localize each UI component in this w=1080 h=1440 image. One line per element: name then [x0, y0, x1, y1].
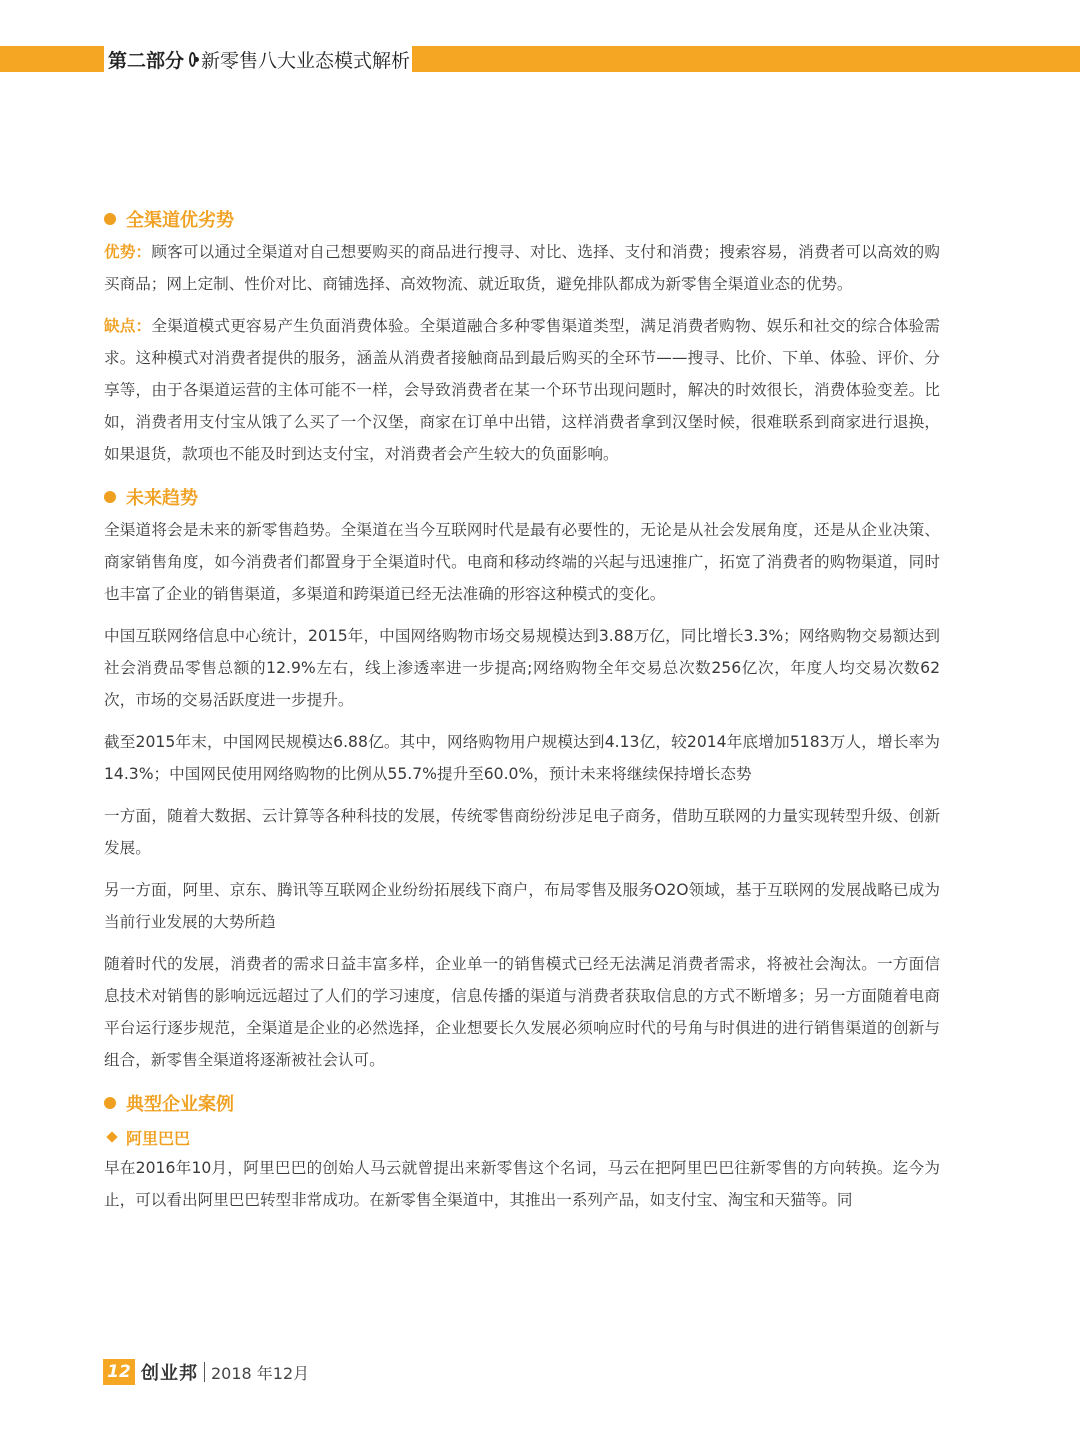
circle-dot-icon — [189, 52, 196, 67]
page-number: 12 — [103, 1359, 135, 1385]
header-band-left — [0, 46, 104, 72]
section-heading-trend — [104, 480, 940, 514]
diamond-bullet-icon — [106, 1131, 117, 1142]
section-heading-text: 全渠道优劣势 — [126, 210, 234, 231]
paragraph-cons — [104, 310, 940, 470]
sub-heading-alibaba — [104, 1122, 940, 1152]
paragraph-cases-1: 早在2016年10月，阿里巴巴的创始人马云就曾提出来新零售这个名词，马云在把阿里巴巴往新零售的方向转换。迄今为止，可以看出阿里巴巴转型非常成功。在新零售全渠道中，其推出一系列产品，如支付宝、淘宝和天猫等。同 — [104, 1159, 940, 1209]
section-heading-pros-cons — [104, 202, 940, 236]
paragraph-trend-5: 另一方面，阿里、京东、腾讯等互联网企业纷纷拓展线下商户，布局零售及服务O2O领域，基于互联网的发展战略已成为当前行业发展的大势所趋 — [104, 881, 940, 931]
bullet-dot-icon — [104, 213, 116, 225]
publication-logo: 创业邦 — [141, 1363, 198, 1384]
sub-heading-text: 阿里巴巴 — [126, 1128, 191, 1148]
cons-text: 全渠道模式更容易产生负面消费体验。全渠道融合多种零售渠道类型，满足消费者购物、娱乐和社交的综合体验需求。这种模式对消费者提供的服务，涵盖从消费者接触商品到最后购买的全环节——搜寻、比价、下单、体验、评价、分享等，由于各渠道运营的主体可能不一样，会导致消费者在某一个环节出现问题时，解决的时效很长，消费体验变差。比如，消费者用支付宝从饿了么买了一个汉堡，商家在订单中出错，这样消费者拿到汉堡时候，很难联系到商家进行退换，如果退货，款项也不能及时到达支付宝，对消费者会产生较大的负面影响。 — [104, 317, 940, 463]
article-body — [104, 202, 940, 1216]
paragraph-pros — [104, 236, 940, 300]
bullet-dot-icon — [104, 1097, 116, 1109]
pros-label: 优势： — [104, 243, 152, 261]
cons-label: 缺点： — [104, 317, 152, 335]
header-title — [108, 46, 410, 72]
issue-date: 2018 年12月 — [211, 1363, 310, 1383]
header-part-label: 第二部分 — [108, 49, 185, 72]
paragraph-trend-4: 一方面，随着大数据、云计算等各种科技的发展，传统零售商纷纷涉足电子商务，借助互联网的力量实现转型升级、创新发展。 — [104, 807, 940, 857]
bullet-dot-icon — [104, 491, 116, 503]
pros-text: 顾客可以通过全渠道对自己想要购买的商品进行搜寻、对比、选择、支付和消费；搜索容易，消费者可以高效的购买商品；网上定制、性价对比、商铺选择、高效物流、就近取货，避免排队都成为新零售全渠道业态的优势。 — [104, 243, 940, 293]
paragraph-trend-3: 截至2015年末，中国网民规模达6.88亿。其中，网络购物用户规模达到4.13亿，较2014年底增加5183万人，增长率为14.3%；中国网民使用网络购物的比例从55.7%提升至60.0%，预计未来将继续保持增长态势 — [104, 733, 940, 783]
paragraph-trend-6: 随着时代的发展，消费者的需求日益丰富多样，企业单一的销售模式已经无法满足消费者需求，将被社会淘汰。一方面信息技术对销售的影响远远超过了人们的学习速度，信息传播的渠道与消费者获取信息的方式不断增多；另一方面随着电商平台运行逐步规范，全渠道是企业的必然选择，企业想要长久发展必须响应时代的号角与时俱进的进行销售渠道的创新与组合，新零售全渠道将逐渐被社会认可。 — [104, 955, 940, 1069]
paragraph-trend-1: 全渠道将会是未来的新零售趋势。全渠道在当今互联网时代是最有必要性的，无论是从社会发展角度，还是从企业决策、商家销售角度，如今消费者们都置身于全渠道时代。电商和移动终端的兴起与迅速推广，拓宽了消费者的购物渠道，同时也丰富了企业的销售渠道，多渠道和跨渠道已经无法准确的形容这种模式的变化。 — [104, 521, 940, 603]
section-heading-text: 未来趋势 — [126, 488, 198, 509]
footer-divider — [204, 1362, 205, 1382]
header-band-right — [412, 46, 1080, 72]
header-section-title: 新零售八大业态模式解析 — [200, 49, 410, 72]
section-heading-text: 典型企业案例 — [126, 1094, 234, 1115]
section-heading-cases — [104, 1086, 940, 1120]
page-footer — [103, 1357, 309, 1387]
paragraph-trend-2: 中国互联网络信息中心统计，2015年，中国网络购物市场交易规模达到3.88万亿，同比增长3.3%；网络购物交易额达到社会消费品零售总额的12.9%左右，线上渗透率进一步提高;网络购物全年交易总次数256亿次，年度人均交易次数62次，市场的交易活跃度进一步提升。 — [104, 627, 940, 709]
